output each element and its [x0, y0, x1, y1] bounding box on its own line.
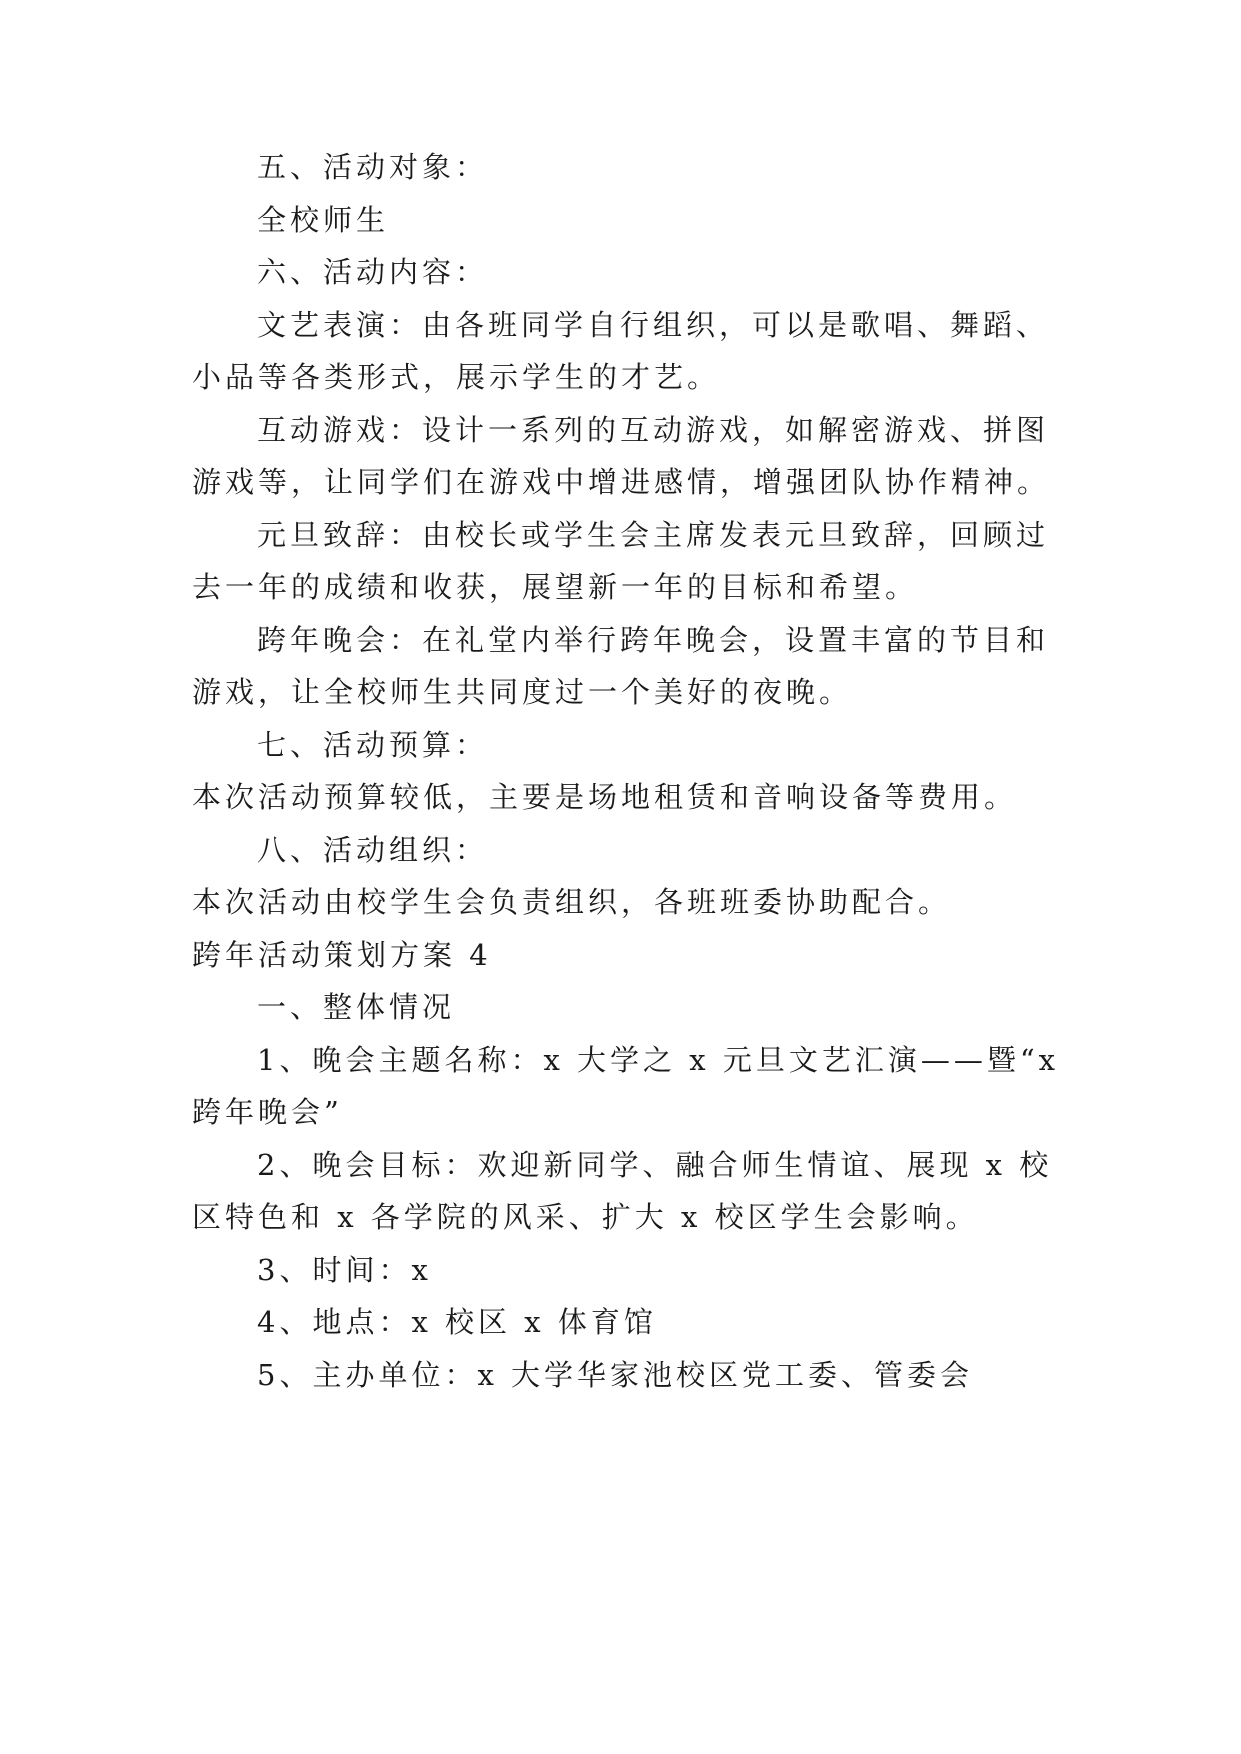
document-title: 跨年活动策划方案 4: [192, 938, 492, 972]
paragraph-line: 4、地点：x 校区 x 体育馆: [257, 1305, 657, 1339]
paragraph-line: 互动游戏：设计一系列的互动游戏，如解密游戏、拼图: [257, 413, 1050, 447]
section-heading-7: 七、活动预算：: [257, 728, 489, 762]
section-heading-6: 六、活动内容：: [257, 255, 489, 289]
paragraph-line: 去一年的成绩和收获，展望新一年的目标和希望。: [192, 570, 919, 604]
section-heading-8: 八、活动组织：: [257, 833, 489, 867]
paragraph-line: 元旦致辞：由校长或学生会主席发表元旦致辞，回顾过: [257, 518, 1050, 552]
paragraph-line: 1、晚会主题名称：x 大学之 x 元旦文艺汇演——暨“x: [257, 1043, 1059, 1077]
paragraph-line: 游戏等，让同学们在游戏中增进感情，增强团队协作精神。: [192, 465, 1051, 499]
paragraph-line: 游戏，让全校师生共同度过一个美好的夜晚。: [192, 675, 853, 709]
paragraph-line: 区特色和 x 各学院的风采、扩大 x 校区学生会影响。: [192, 1200, 979, 1234]
paragraph-line: 5、主办单位：x 大学华家池校区党工委、管委会: [257, 1358, 974, 1392]
paragraph-line: 跨年晚会：在礼堂内举行跨年晚会，设置丰富的节目和: [257, 623, 1050, 657]
section-heading-1: 一、整体情况: [257, 990, 456, 1024]
paragraph-line: 文艺表演：由各班同学自行组织，可以是歌唱、舞蹈、: [257, 308, 1050, 342]
paragraph-line: 小品等各类形式，展示学生的才艺。: [192, 360, 721, 394]
paragraph-line: 本次活动由校学生会负责组织，各班班委协助配合。: [192, 885, 952, 919]
paragraph-line: 3、时间：x: [257, 1253, 432, 1287]
paragraph-line: 全校师生: [257, 203, 390, 237]
section-heading-5: 五、活动对象：: [257, 150, 489, 184]
paragraph-line: 本次活动预算较低，主要是场地租赁和音响设备等费用。: [192, 780, 1018, 814]
paragraph-line: 2、晚会目标：欢迎新同学、融合师生情谊、展现 x 校: [257, 1148, 1053, 1182]
paragraph-line: 跨年晚会”: [192, 1095, 343, 1129]
